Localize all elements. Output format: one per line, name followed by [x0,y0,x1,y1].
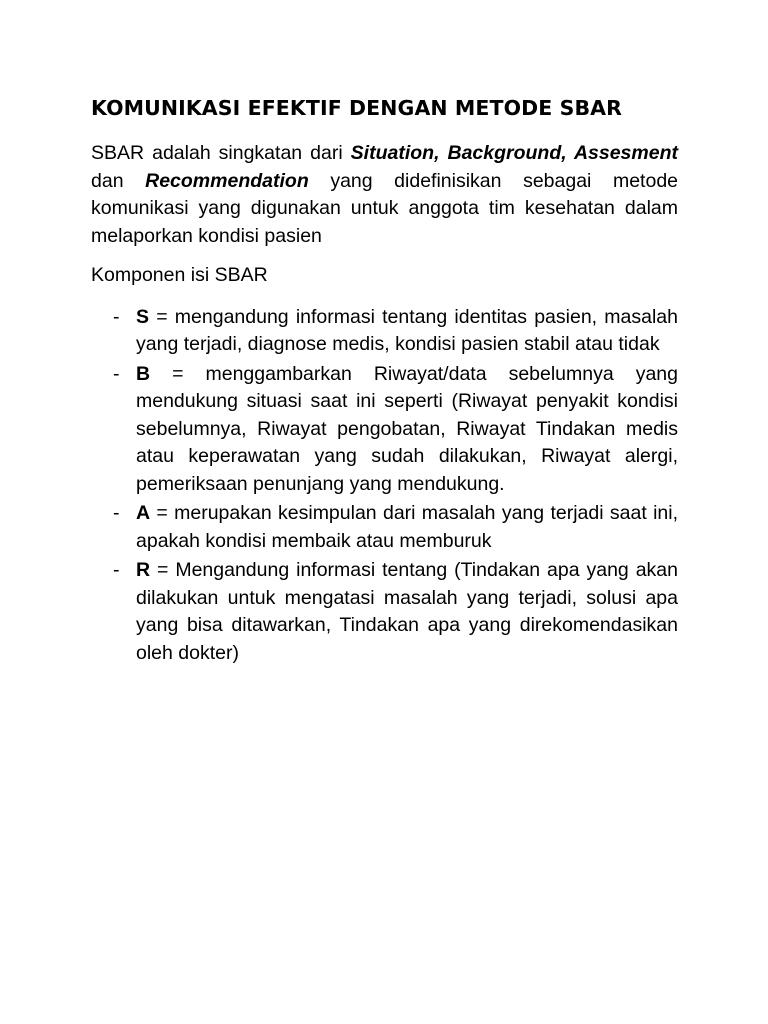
bullet-dash: - [113,559,120,581]
item-text: = Mengandung informasi tentang (Tindakan apa yang akan dilakukan untuk mengatasi masalah yang terjadi, solusi apa yang bisa ditawarkan, Tindakan apa yang direkomendasikan oleh dokter) [136,559,678,664]
components-label: Komponen isi SBAR [91,264,268,286]
bullet-dash: - [113,362,120,385]
item-text: = merupakan kesimpulan dari masalah yang terjadi saat ini, apakah kondisi membaik atau memburuk [136,502,678,552]
sbar-list [91,304,678,668]
item-text: = menggambarkan Riwayat/data sebelumnya yang mendukung situasi saat ini seperti (Riwayat penyakit kondisi sebelumnya, Riwayat pengobatan, Riwayat Tindakan medis atau keperawatan yang sudah dilakukan, Riwayat alergi, pemeriksaan penunjang yang mendukung. [136,362,678,495]
intro-text-2: dan [91,169,146,192]
list-item-a [91,500,678,555]
item-letter: B [136,362,151,385]
intro-terms-1: Situation, Background, Assesment [350,142,678,164]
list-item-s [91,304,678,359]
item-letter: S [136,305,150,328]
item-text: = mengandung informasi tentang identitas pasien, masalah yang terjadi, diagnose medis, kondisi pasien stabil atau tidak [136,305,678,355]
document-title: KOMUNIKASI EFEKTIF DENGAN METODE SBAR [91,96,623,120]
intro-terms-2: Recommendation [145,169,309,192]
item-letter: R [136,559,151,581]
list-item-r [91,557,678,667]
intro-paragraph [91,140,678,250]
item-letter: A [136,502,151,524]
intro-text-1: SBAR adalah singkatan dari [91,142,351,164]
bullet-dash: - [113,502,120,524]
intro-text-3: yang didefinisikan sebagai metode komunikasi yang digunakan untuk anggota tim kesehatan dalam melaporkan kondisi pasien [91,169,679,247]
bullet-dash: - [113,305,120,328]
list-item-b [91,361,678,499]
